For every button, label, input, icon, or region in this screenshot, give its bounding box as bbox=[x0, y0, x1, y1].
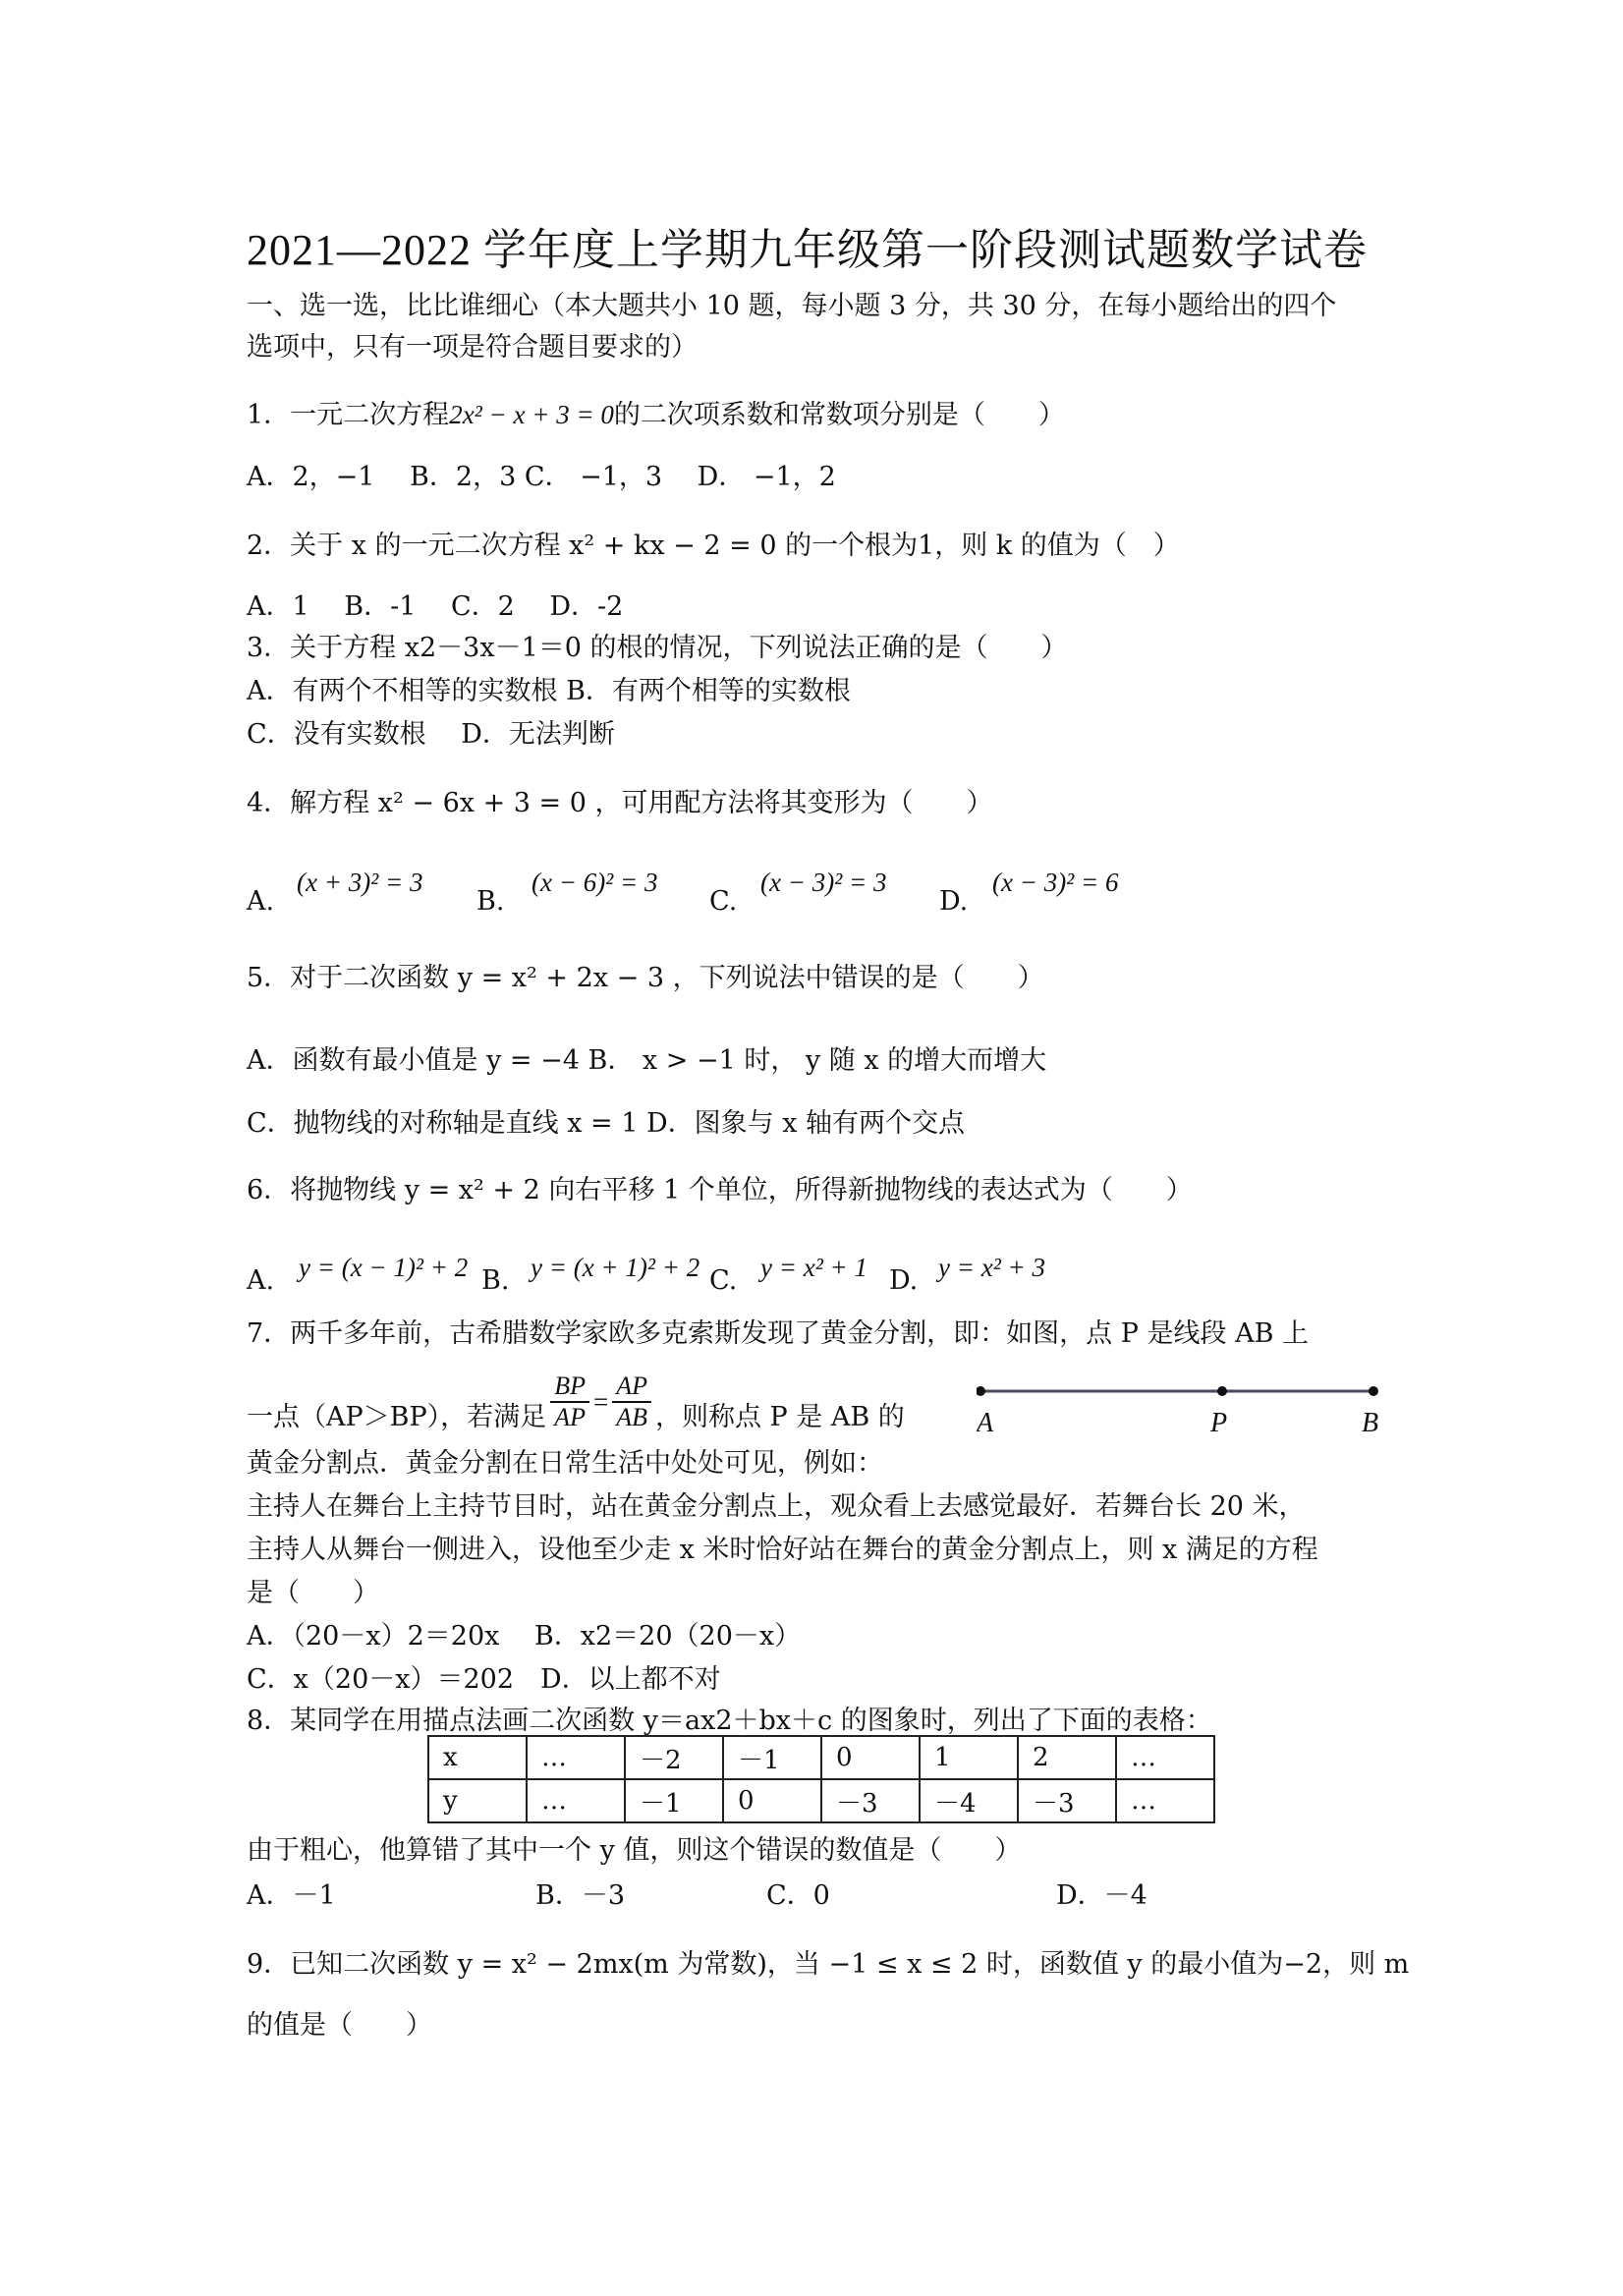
q6-option-d-label: D. bbox=[889, 1265, 919, 1296]
table-cell: 2 bbox=[1018, 1736, 1116, 1779]
q7-line2-pre: 一点（AP＞BP），若满足 bbox=[247, 1402, 547, 1432]
question-2-stem: 2．关于 x 的一元二次方程 x² + kx − 2 = 0 的一个根为1，则 k 的值为（ ） bbox=[247, 531, 1180, 561]
q7-line2-post: ，则称点 P 是 AB 的 bbox=[654, 1402, 905, 1432]
point-p-dot bbox=[1217, 1386, 1227, 1396]
section-heading-line1: 一、选一选，比比谁细心（本大题共小 10 题，每小题 3 分，共 30 分，在每小题给出的四个 bbox=[247, 291, 1337, 321]
point-a-dot bbox=[977, 1386, 985, 1396]
question-7-options-line1: A．（20－x）2＝20x B．x2＝20（20－x） bbox=[247, 1621, 802, 1652]
table-cell: －2 bbox=[625, 1736, 723, 1779]
table-cell: y bbox=[428, 1779, 527, 1822]
question-8-stem: 8．某同学在用描点法画二次函数 y＝ax2＋bx＋c 的图象时，列出了下面的表格： bbox=[247, 1706, 1212, 1736]
table-cell: －1 bbox=[723, 1736, 821, 1779]
q4-option-c: (x − 3)² = 3 bbox=[760, 868, 887, 897]
q8-option-a: A．－1 bbox=[247, 1880, 336, 1911]
table-cell: … bbox=[527, 1736, 625, 1779]
golden-ratio-segment-diagram bbox=[977, 1380, 1379, 1439]
q8-option-c: C．0 bbox=[766, 1880, 830, 1911]
q6-option-c: y = x² + 1 bbox=[760, 1253, 868, 1282]
q7-equals: = bbox=[592, 1387, 609, 1417]
table-row-y bbox=[428, 1779, 1214, 1822]
table-cell: －3 bbox=[821, 1779, 920, 1822]
q8-value-table bbox=[427, 1735, 1215, 1823]
table-cell: －4 bbox=[920, 1779, 1018, 1822]
q7-frac1-denominator: AP bbox=[554, 1403, 586, 1431]
q6-option-b-label: B. bbox=[481, 1265, 510, 1296]
q6-option-a-label: A. bbox=[247, 1265, 275, 1296]
question-4-stem: 4．解方程 x² − 6x + 3 = 0 ，可用配方法将其变形为（ ） bbox=[247, 788, 993, 818]
question-9-line1: 9．已知二次函数 y = x² − 2mx(m 为常数)，当 −1 ≤ x ≤ 2 时，函数值 y 的最小值为−2，则 m bbox=[247, 1949, 1410, 1980]
point-a-label: A bbox=[977, 1408, 994, 1438]
q7-frac2-numerator: AP bbox=[612, 1372, 651, 1403]
q7-fraction-bp-ap bbox=[550, 1372, 589, 1432]
q1-stem-post: 的二次项系数和常数项分别是（ ） bbox=[613, 400, 1065, 430]
question-7-line2 bbox=[247, 1368, 905, 1436]
question-3-options-line2: C．没有实数根 D．无法判断 bbox=[247, 719, 615, 750]
q4-option-a-label: A. bbox=[247, 886, 275, 917]
table-cell: … bbox=[1116, 1736, 1214, 1779]
section-heading-line2: 选项中，只有一项是符合题目要求的） bbox=[247, 332, 698, 363]
table-cell: … bbox=[527, 1779, 625, 1822]
point-p-label: P bbox=[1210, 1408, 1228, 1438]
q8-option-b: B．－3 bbox=[535, 1880, 626, 1911]
question-3-options-line1: A．有两个不相等的实数根 B．有两个相等的实数根 bbox=[247, 676, 851, 706]
q4-option-d: (x − 3)² = 6 bbox=[992, 868, 1119, 897]
question-1-options: A．2，−1 B．2，3 C． −1，3 D． −1，2 bbox=[247, 462, 836, 492]
question-7-line6: 是（ ） bbox=[247, 1578, 379, 1608]
table-cell: 0 bbox=[821, 1736, 920, 1779]
question-5-options-line2: C．抛物线的对称轴是直线 x = 1 D．图象与 x 轴有两个交点 bbox=[247, 1108, 966, 1139]
page-title: 2021—2022 学年度上学期九年级第一阶段测试题数学试卷 bbox=[247, 226, 1368, 274]
question-2-options: A．1 B．-1 C．2 D．-2 bbox=[247, 591, 624, 622]
q4-option-d-label: D. bbox=[939, 886, 969, 917]
q4-option-b-label: B. bbox=[476, 886, 505, 917]
question-1-stem bbox=[247, 395, 1065, 435]
q4-option-b: (x − 6)² = 3 bbox=[532, 868, 658, 897]
table-cell: －1 bbox=[625, 1779, 723, 1822]
q6-option-a: y = (x − 1)² + 2 bbox=[299, 1253, 469, 1282]
question-3-stem: 3．关于方程 x2－3x－1＝0 的根的情况，下列说法正确的是（ ） bbox=[247, 633, 1068, 663]
question-7-line1: 7．两千多年前，古希腊数学家欧多克索斯发现了黄金分割，即：如图，点 P 是线段 AB 上 bbox=[247, 1318, 1310, 1349]
table-cell: －3 bbox=[1018, 1779, 1116, 1822]
table-cell: 1 bbox=[920, 1736, 1018, 1779]
question-7-line4: 主持人在舞台上主持节目时，站在黄金分割点上，观众看上去感觉最好．若舞台长 20 米， bbox=[247, 1491, 1306, 1522]
q7-frac1-numerator: BP bbox=[550, 1372, 589, 1403]
q6-option-c-label: C. bbox=[709, 1265, 738, 1296]
q8-option-d: D．－4 bbox=[1056, 1880, 1147, 1911]
q1-equation: 2x² − x + 3 = 0 bbox=[449, 400, 614, 429]
question-5-options-line1: A．函数有最小值是 y = −4 B． x > −1 时， y 随 x 的增大而增大 bbox=[247, 1045, 1047, 1076]
question-6-stem: 6．将抛物线 y = x² + 2 向右平移 1 个单位，所得新抛物线的表达式为（ ） bbox=[247, 1175, 1193, 1205]
q4-option-c-label: C. bbox=[709, 886, 738, 917]
question-8-after: 由于粗心，他算错了其中一个 y 值，则这个错误的数值是（ ） bbox=[247, 1835, 1022, 1866]
question-9-line2: 的值是（ ） bbox=[247, 2010, 432, 2041]
q6-option-d: y = x² + 3 bbox=[938, 1253, 1046, 1282]
question-7-line5: 主持人从舞台一侧进入，设他至少走 x 米时恰好站在舞台的黄金分割点上，则 x 满足的方程 bbox=[247, 1535, 1318, 1565]
point-b-dot bbox=[1369, 1386, 1378, 1396]
question-7-line3: 黄金分割点．黄金分割在日常生活中处处可见，例如： bbox=[247, 1448, 883, 1479]
q7-frac2-denominator: AB bbox=[616, 1403, 647, 1431]
table-cell: … bbox=[1116, 1779, 1214, 1822]
q1-stem-pre: 1．一元二次方程 bbox=[247, 400, 450, 430]
question-7-options-line2: C．x（20－x）＝202 D．以上都不对 bbox=[247, 1664, 721, 1695]
table-row-x bbox=[428, 1736, 1214, 1779]
table-cell: x bbox=[428, 1736, 527, 1779]
question-5-stem: 5．对于二次函数 y = x² + 2x − 3 ，下列说法中错误的是（ ） bbox=[247, 963, 1044, 993]
table-cell: 0 bbox=[723, 1779, 821, 1822]
q4-option-a: (x + 3)² = 3 bbox=[297, 868, 423, 897]
q7-fraction-ap-ab bbox=[612, 1372, 651, 1432]
q6-option-b: y = (x + 1)² + 2 bbox=[531, 1253, 700, 1282]
point-b-label: B bbox=[1362, 1408, 1379, 1438]
